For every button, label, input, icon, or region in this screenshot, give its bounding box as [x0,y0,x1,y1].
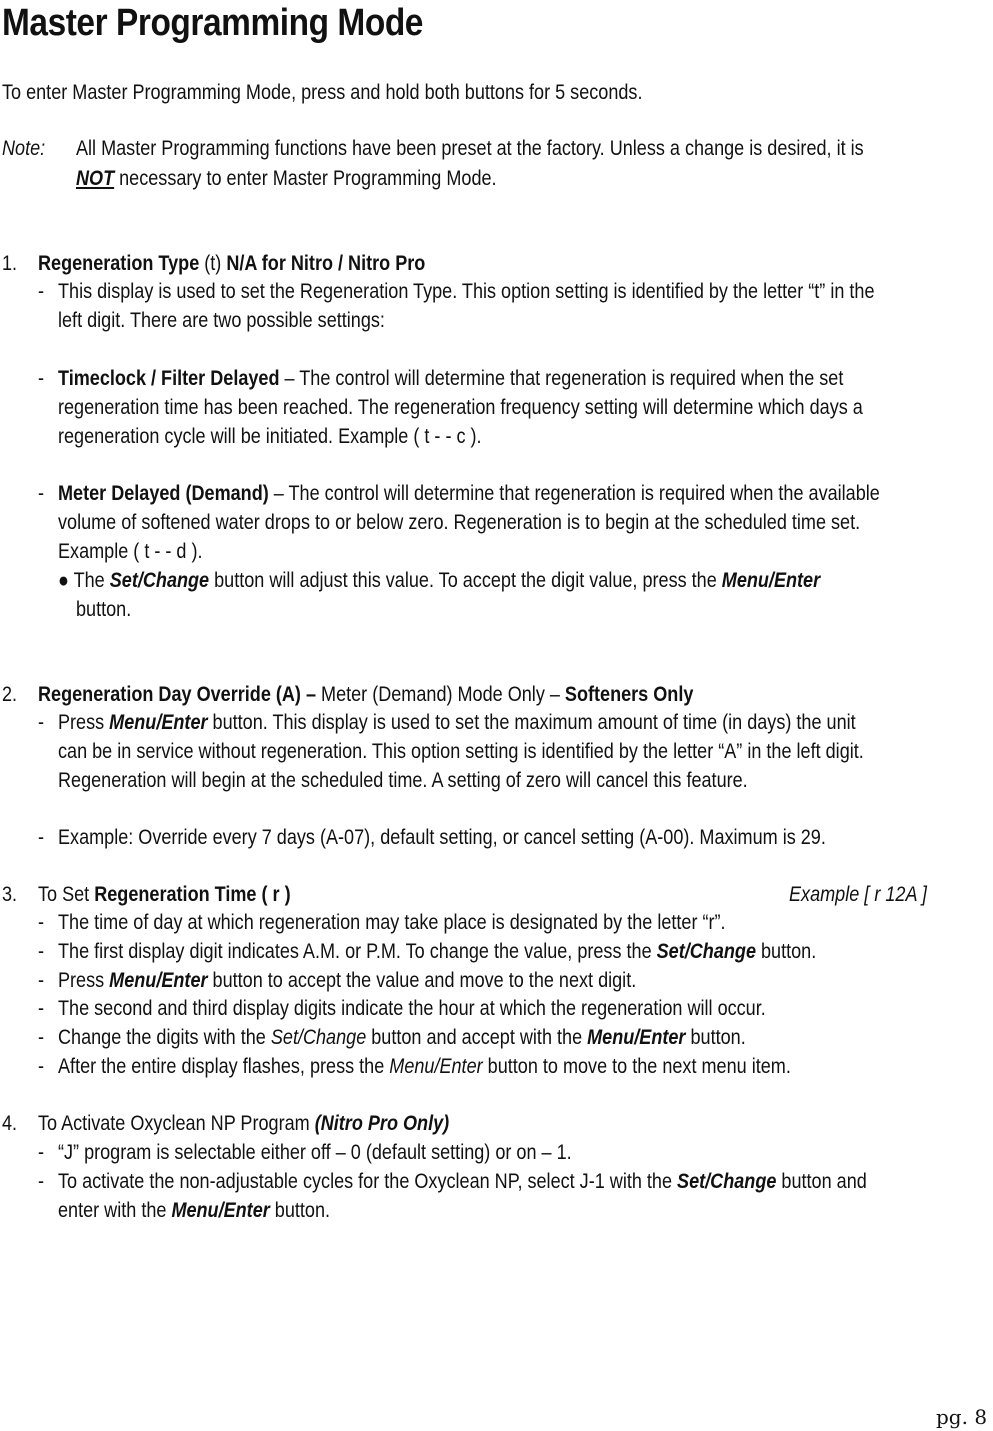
timeclock-line-2: regeneration time has been reached. The regeneration frequency setting will determine which days a [58,396,863,419]
bullet-icon: ● The [58,569,110,592]
s4-line-2: To activate the non-adjustable cycles for the Oxyclean NP, select J-1 with the Set/Change button and [58,1170,867,1193]
dash: - [38,482,45,505]
s3-line-3: Press Menu/Enter button to accept the value and move to the next digit. [58,969,637,992]
dash: - [38,969,45,992]
section-1-heading: Regeneration Type (t) N/A for Nitro / Nitro Pro [38,252,426,275]
s3-line-5: Change the digits with the Set/Change button and accept with the Menu/Enter button. [58,1026,746,1049]
dash: - [38,826,45,849]
section-3-example: Example [ r 12A ] [789,883,927,906]
meter-line-3: Example ( t - - d ). [58,540,203,563]
section-2-heading: Regeneration Day Override (A) – Meter (Demand) Mode Only – Softeners Only [38,683,694,706]
bullet-line-2: button. [76,598,132,621]
page-number: pg. 8 [936,1405,988,1429]
s3-line-4: The second and third display digits indicate the hour at which the regeneration will occur. [58,997,766,1020]
note-line-2: NOT necessary to enter Master Programming Mode. [76,167,497,190]
not-emphasis: NOT [76,167,115,190]
dash: - [38,997,45,1020]
s2-example: Example: Override every 7 days (A-07), default setting, or cancel setting (A-00). Maximum is 29. [58,826,826,849]
s4-line-3: enter with the Menu/Enter button. [58,1199,331,1222]
section-4-heading: To Activate Oxyclean NP Program (Nitro Pro Only) [38,1112,450,1135]
bullet-line-1: ● The Set/Change button will adjust this value. To accept the digit value, press the Menu/Enter [58,569,821,592]
s1-line-1: This display is used to set the Regeneration Type. This option setting is identified by the letter “t” in the [58,280,875,303]
dash: - [38,940,45,963]
note-line-1: All Master Programming functions have been preset at the factory. Unless a change is desired, it is [76,137,864,160]
intro-text: To enter Master Programming Mode, press and hold both buttons for 5 seconds. [2,81,643,104]
s1-line-2: left digit. There are two possible settings: [58,309,385,332]
page-title: Master Programming Mode [2,2,423,44]
dash: - [38,1141,45,1164]
timeclock-line-1: Timeclock / Filter Delayed – The control will determine that regeneration is required when the set [58,367,844,390]
dash: - [38,711,45,734]
s2-line-2: can be in service without regeneration. This option setting is identified by the letter “A” in the left digit. [58,740,864,763]
s3-line-6: After the entire display flashes, press the Menu/Enter button to move to the next menu item. [58,1055,791,1078]
dash: - [38,1026,45,1049]
dash: - [38,911,45,934]
s3-line-2: The first display digit indicates A.M. or P.M. To change the value, press the Set/Change button. [58,940,817,963]
section-3-number: 3. [2,883,18,906]
note-label: Note: [2,137,46,160]
section-2-number: 2. [2,683,18,706]
section-1-number: 1. [2,252,18,275]
meter-line-2: volume of softened water drops to or below zero. Regeneration is to begin at the scheduled time set. [58,511,861,534]
meter-line-1: Meter Delayed (Demand) – The control will determine that regeneration is required when the available [58,482,880,505]
s3-line-1: The time of day at which regeneration may take place is designated by the letter “r”. [58,911,726,934]
section-4-number: 4. [2,1112,18,1135]
dash: - [38,280,45,303]
s4-line-1: “J” program is selectable either off – 0 (default setting) or on – 1. [58,1141,572,1164]
dash: - [38,1055,45,1078]
dash: - [38,1170,45,1193]
s2-line-1: Press Menu/Enter button. This display is used to set the maximum amount of time (in days) the unit [58,711,856,734]
section-3-heading: To Set Regeneration Time ( r ) [38,883,291,906]
timeclock-line-3: regeneration cycle will be initiated. Example ( t - - c ). [58,425,482,448]
dash: - [38,367,45,390]
s2-line-3: Regeneration will begin at the scheduled time. A setting of zero will cancel this feature. [58,769,748,792]
